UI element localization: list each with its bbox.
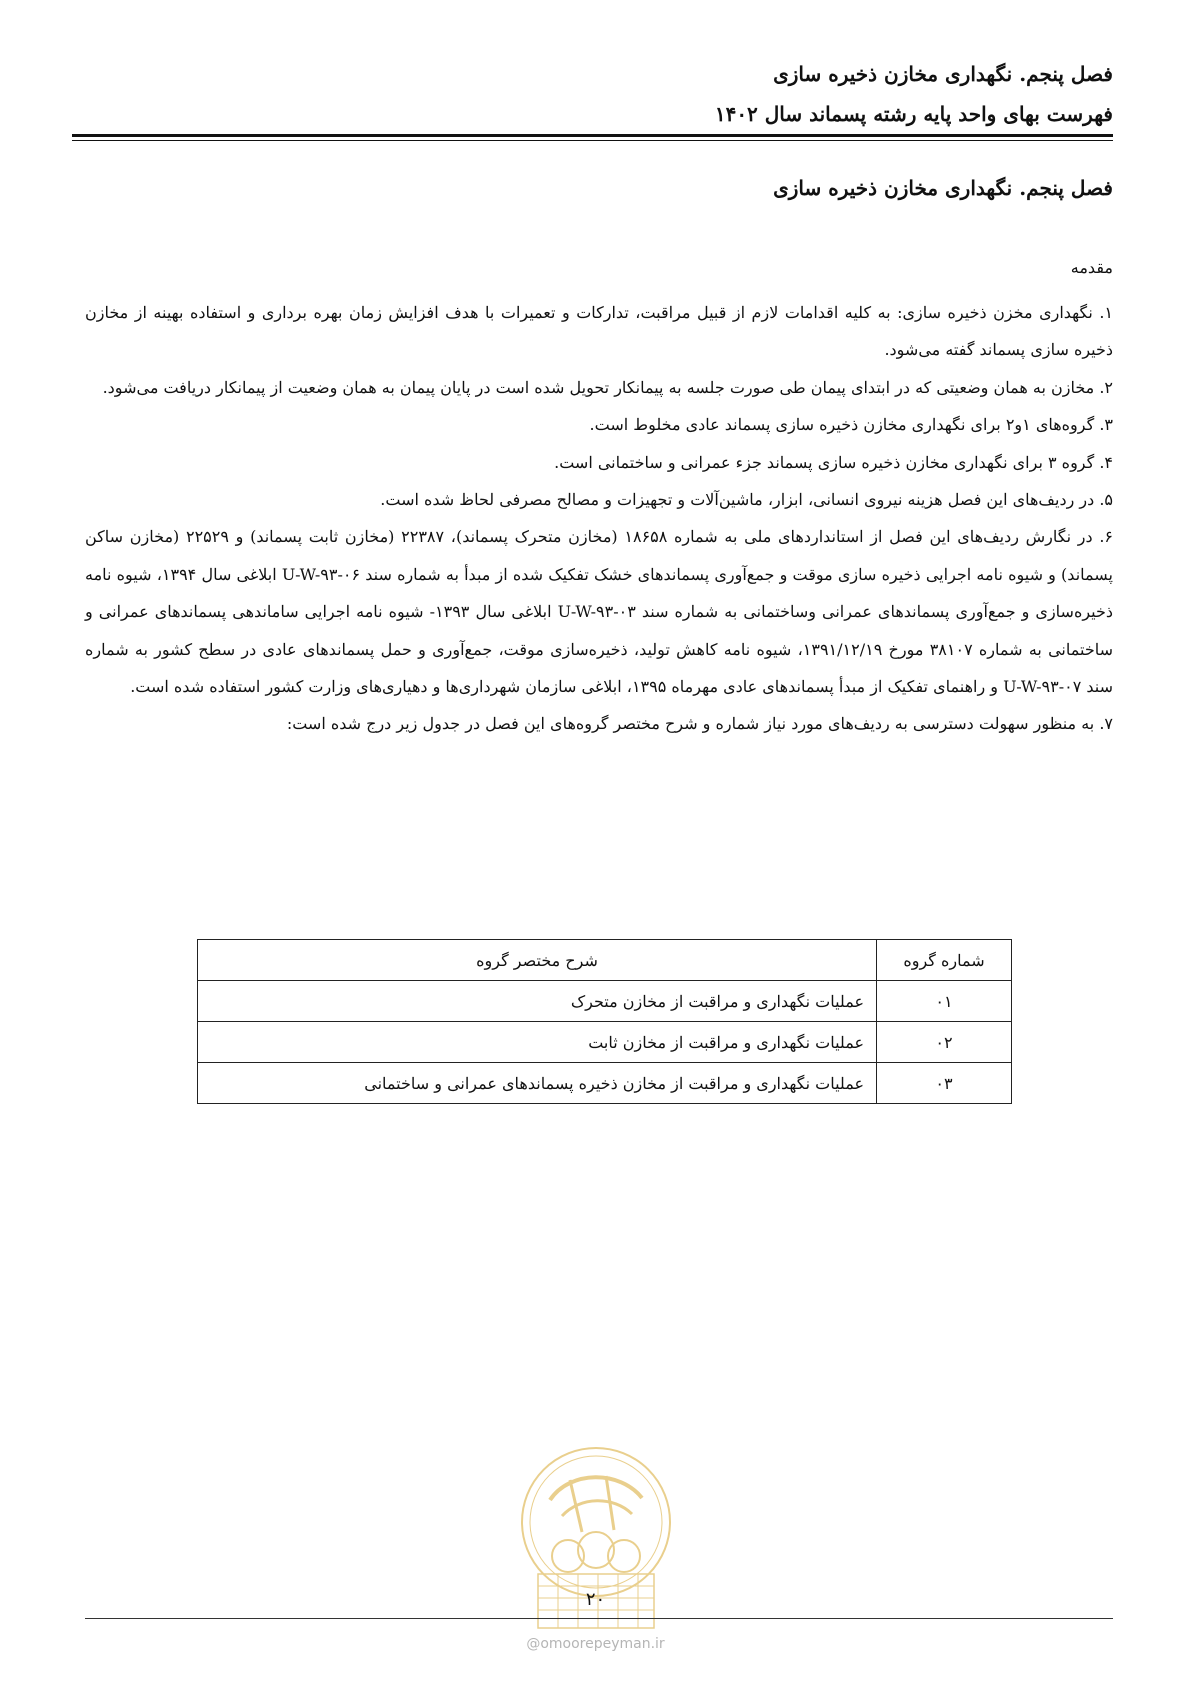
table-row xyxy=(198,981,1012,1022)
header-divider-thick xyxy=(72,134,1113,137)
table-row xyxy=(198,1022,1012,1063)
paragraph-4: ۴. گروه ۳ برای نگهداری مخازن ذخیره سازی پسماند جزء عمرانی و ساختمانی است. xyxy=(554,452,1113,472)
group-description-cell: عملیات نگهداری و مراقبت از مخازن متحرک xyxy=(198,981,877,1022)
intro-heading: مقدمه xyxy=(1070,258,1113,277)
group-number-cell: ۰۳ xyxy=(877,1063,1012,1104)
group-description-cell: عملیات نگهداری و مراقبت از مخازن ثابت xyxy=(198,1022,877,1063)
intro-body xyxy=(85,294,1113,743)
table-header-row xyxy=(198,940,1012,981)
paragraph-3: ۳. گروه‌های ۱و۲ برای نگهداری مخازن ذخیره سازی پسماند عادی مخلوط است. xyxy=(589,415,1113,435)
paragraph-2: ۲. مخازن به همان وضعیتی که در ابتدای پیمان طی صورت جلسه به پیمانکار تحویل شده است در پایان پیمان به همان وضعیت از پیمانکار دریافت می‌شود. xyxy=(102,377,1113,397)
paragraph-5: ۵. در ردیف‌های این فصل هزینه نیروی انسانی، ابزار، ماشین‌آلات و تجهیزات و مصالح مصرفی لحاظ شده است. xyxy=(380,490,1113,510)
footer-divider xyxy=(85,1618,1113,1619)
page-header xyxy=(72,54,1113,134)
header-chapter-line: فصل پنجم. نگهداری مخازن ذخیره سازی xyxy=(773,62,1113,86)
group-number-cell: ۰۲ xyxy=(877,1022,1012,1063)
paragraph-1: ۱. نگهداری مخزن ذخیره سازی: به کلیه اقدامات لازم از قبیل مراقبت، تدارکات و تعمیرات با هدف افزایش زمان بهره برداری و استفاده بهینه از مخازن ذخیره سازی پسماند گفته می‌شود. xyxy=(85,303,1113,360)
group-table xyxy=(197,939,1012,1104)
header-description: شرح مختصر گروه xyxy=(198,940,877,981)
header-group-number: شماره گروه xyxy=(877,940,1012,981)
table-row xyxy=(198,1063,1012,1104)
chapter-title: فصل پنجم. نگهداری مخازن ذخیره سازی xyxy=(773,176,1113,200)
header-list-line: فهرست بهای واحد پایه رشته پسماند سال ۱۴۰۲ xyxy=(714,102,1113,126)
group-description-cell: عملیات نگهداری و مراقبت از مخازن ذخیره پسماندهای عمرانی و ساختمانی xyxy=(198,1063,877,1104)
page-number: ۲۰ xyxy=(585,1589,606,1610)
site-watermark-handle: @omoorepeyman.ir xyxy=(526,1636,665,1652)
paragraph-7: ۷. به منظور سهولت دسترسی به ردیف‌های مورد نیاز شماره و شرح مختصر گروه‌های این فصل در جدول زیر درج شده است: xyxy=(286,714,1113,734)
group-number-cell: ۰۱ xyxy=(877,981,1012,1022)
paragraph-6: ۶. در نگارش ردیف‌های این فصل از استانداردهای ملی به شماره ۱۸۶۵۸ (مخازن متحرک پسماند)، ۲۲۳۸۷ (مخازن ثابت پسماند) و ۲۲۵۲۹ (مخازن ساکن پسماند) و شیوه نامه اجرایی ذخیره سازی موقت و جمع‌آوری پسماندهای خشک تفکیک شده از مبدأ به شماره سند ۰۶-U-W-۹۳ ابلاغی سال ۱۳۹۴، شیوه نامه ذخیره‌سازی و جمع‌آوری پسماندهای عمرانی وساختمانی به شماره سند ۰۳-U-W-۹۳ ابلاغی سال ۱۳۹۳- شیوه نامه اجرایی ساماندهی پسماندهای عمرانی و ساختمانی به شماره ۳۸۱۰۷ مورخ ۱۳۹۱/۱۲/۱۹، شیوه نامه کاهش تولید، ذخیره‌سازی موقت، جمع‌آوری و حمل پسماندهای عادی در سطح کشور به شماره سند ۰۷-U-W-۹۳ و راهنمای تفکیک از مبدأ پسماندهای عادی مهرماه ۱۳۹۵، ابلاغی سازمان شهرداری‌ها و دهیاری‌های وزارت کشور استفاده شده است. xyxy=(85,527,1114,697)
header-divider-thin xyxy=(72,140,1113,141)
